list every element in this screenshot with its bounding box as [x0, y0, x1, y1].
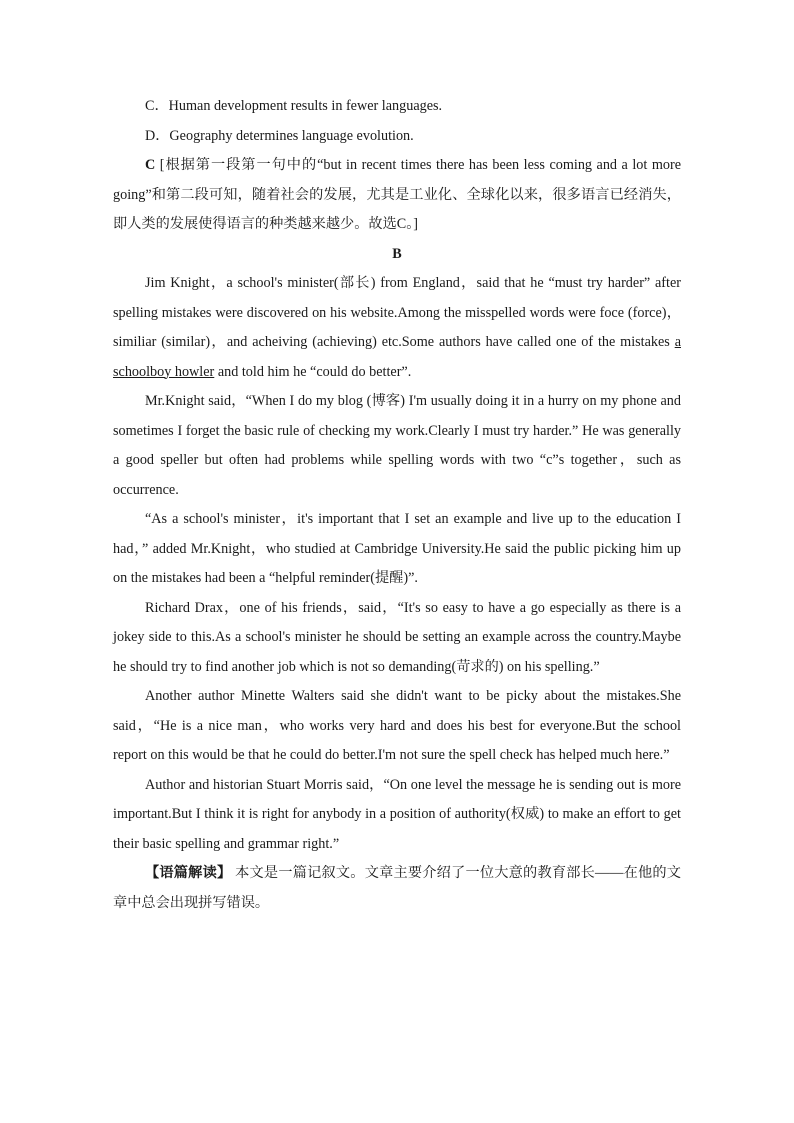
passage-paragraph-5: Another author Minette Walters said she didn't want to be picky about the mistakes.She said，“He is a nice man，who works very hard and does his best for everyone.But the school report on this would be that he could do better.I'm not sure the spell check has helped much here.”: [113, 688, 681, 763]
analysis-paragraph: [113, 859, 681, 918]
passage-paragraph-1: [113, 269, 681, 387]
p1-text-after: and told him he “could do better”.: [214, 363, 412, 380]
passage-paragraph-3: “As a school's minister，it's important that I set an example and live up to the education I had，” added Mr.Knight，who studied at Cambridge University.He said the public picking him up on the mistakes had been a “helpful reminder(提醒)”.: [113, 511, 681, 586]
passage-paragraph-2: Mr.Knight said，“When I do my blog (博客) I'm usually doing it in a hurry on my phone and sometimes I forget the basic rule of checking my work.Clearly I must try harder.” He was generally a good speller but often had problems while spelling words with two “c”s together，such as occurrence.: [113, 393, 681, 498]
document-content: [113, 92, 681, 918]
option-c: C．Human development results in fewer languages.: [145, 98, 443, 114]
section-label: B: [392, 245, 402, 262]
passage-paragraph-4: Richard Drax，one of his friends，said，“It's so easy to have a go especially as there is a jokey side to this.As a school's minister he should be setting an example across the country.Maybe he should try to find another job which is not so demanding(苛求的) on his spelling.”: [113, 599, 681, 675]
analysis-label: 【语篇解读】: [145, 865, 232, 881]
answer-explanation: [根据第一段第一句中的“but in recent times there has been less coming and a lot more going”和第二段可知，随着社会的发展，尤其是工业化、全球化以来，很多语言已经消失，即人类的发展使得语言的种类越来越少。故选C。]: [113, 157, 682, 232]
p1-text-before: Jim Knight，a school's minister(部长) from England，said that he “must try harder” after spelling mistakes were discovered on his website.Among the misspelled words were foce (force)，similiar (similar)，and acheiving (achieving) etc.Some authors have called one of the mistakes: [113, 275, 681, 350]
analysis-text: 本文是一篇记叙文。文章主要介绍了一位大意的教育部长——在他的文章中总会出现拼写错误。: [113, 865, 681, 911]
underlined-phrase: a schoolboy howler: [113, 334, 681, 380]
answer-paragraph: [113, 151, 681, 240]
passage-paragraph-6: Author and historian Stuart Morris said，“On one level the message he is sending out is more important.But I think it is right for anybody in a position of authority(权威) to make an effort to get their basic spelling and grammar right.”: [113, 776, 681, 852]
answer-letter: C: [145, 157, 156, 173]
option-d: D．Geography determines language evolution.: [145, 127, 414, 144]
